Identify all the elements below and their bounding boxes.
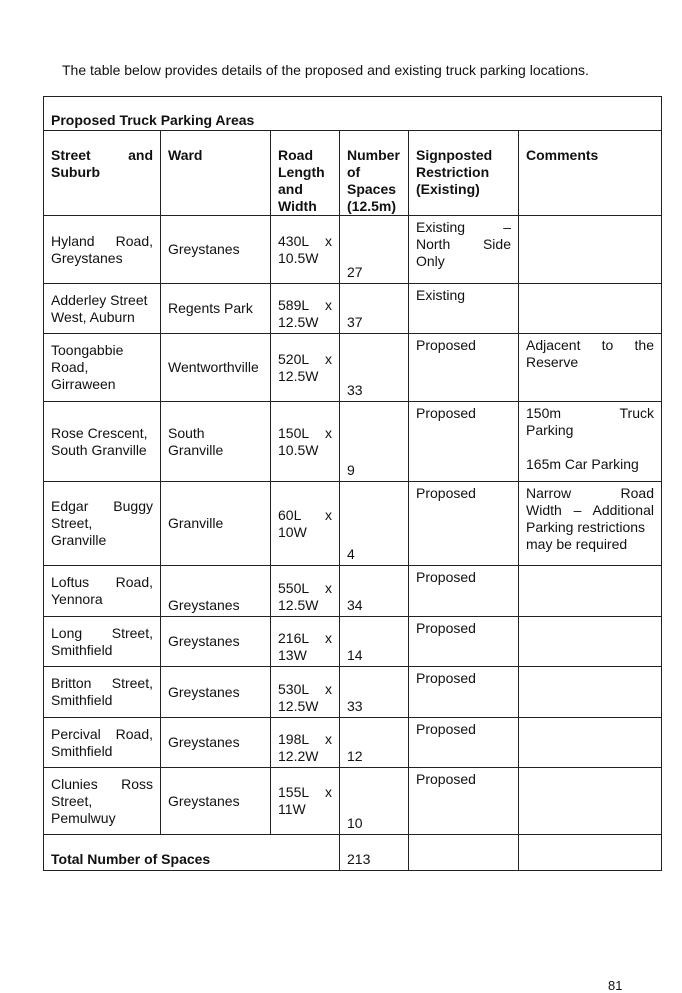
cell-street: Hyland Road, Greystanes [44, 216, 161, 284]
header-row [44, 131, 662, 216]
cell-ward: Greystanes [161, 617, 271, 667]
cell-restriction: Existing [409, 284, 519, 334]
cell-street: Britton Street, Smithfield [44, 667, 161, 718]
cell-road: 430L x 10.5W [271, 216, 340, 284]
table-row [44, 334, 662, 402]
cell-comments [519, 216, 662, 284]
header-restriction: Signposted Restriction (Existing) [409, 131, 519, 216]
table-row [44, 216, 662, 284]
total-label: Total Number of Spaces [44, 835, 340, 871]
table-row [44, 402, 662, 482]
cell-spaces: 33 [340, 667, 409, 718]
cell-spaces: 12 [340, 718, 409, 768]
cell-restriction: Proposed [409, 718, 519, 768]
cell-comments [519, 718, 662, 768]
cell-comments [519, 667, 662, 718]
cell-restriction: Proposed [409, 667, 519, 718]
cell-spaces: 37 [340, 284, 409, 334]
cell-street: Rose Crescent, South Granville [44, 402, 161, 482]
cell-street: Clunies Ross Street, Pemulwuy [44, 768, 161, 835]
cell-spaces: 10 [340, 768, 409, 835]
total-row [44, 835, 662, 871]
cell-street: Adderley Street West, Auburn [44, 284, 161, 334]
cell-comments [519, 617, 662, 667]
cell-restriction: Proposed [409, 482, 519, 566]
cell-spaces: 9 [340, 402, 409, 482]
cell-ward: Regents Park [161, 284, 271, 334]
header-ward: Ward [161, 131, 271, 216]
table-row [44, 284, 662, 334]
cell-ward: Greystanes [161, 718, 271, 768]
cell-spaces: 34 [340, 566, 409, 617]
header-street: Street and Suburb [44, 131, 161, 216]
page-number: 81 [608, 978, 623, 993]
cell-restriction: Existing – North Side Only [409, 216, 519, 284]
cell-spaces: 14 [340, 617, 409, 667]
cell-restriction: Proposed [409, 402, 519, 482]
cell-comments: Narrow Road Width – Additional Parking restrictions may be required [519, 482, 662, 566]
cell-restriction: Proposed [409, 334, 519, 402]
cell-restriction: Proposed [409, 768, 519, 835]
cell-ward: Greystanes [161, 216, 271, 284]
cell-comments [519, 566, 662, 617]
cell-ward: Greystanes [161, 768, 271, 835]
table-row [44, 667, 662, 718]
header-comments: Comments [519, 131, 662, 216]
cell-spaces: 33 [340, 334, 409, 402]
cell-road: 60L x 10W [271, 482, 340, 566]
cell-street: Edgar Buggy Street, Granville [44, 482, 161, 566]
table-row [44, 768, 662, 835]
cell-street: Toongabbie Road, Girraween [44, 334, 161, 402]
cell-ward: South Granville [161, 402, 271, 482]
table-row [44, 566, 662, 617]
truck-parking-table [43, 96, 662, 871]
total-value: 213 [340, 835, 409, 871]
cell-comments: Adjacent to the Reserve [519, 334, 662, 402]
header-road: Road Length and Width [271, 131, 340, 216]
cell-ward: Greystanes [161, 667, 271, 718]
cell-road: 550L x 12.5W [271, 566, 340, 617]
cell-road: 198L x 12.2W [271, 718, 340, 768]
table-row [44, 482, 662, 566]
cell-road: 530L x 12.5W [271, 667, 340, 718]
table-row [44, 718, 662, 768]
cell-street: Percival Road, Smithfield [44, 718, 161, 768]
cell-restriction: Proposed [409, 617, 519, 667]
cell-spaces: 27 [340, 216, 409, 284]
total-empty-restriction [409, 835, 519, 871]
header-spaces: Number of Spaces (12.5m) [340, 131, 409, 216]
cell-road: 155L x 11W [271, 768, 340, 835]
cell-road: 150L x 10.5W [271, 402, 340, 482]
cell-street: Long Street, Smithfield [44, 617, 161, 667]
intro-text: The table below provides details of the proposed and existing truck parking locations. [62, 62, 589, 78]
cell-spaces: 4 [340, 482, 409, 566]
cell-ward: Granville [161, 482, 271, 566]
table-title: Proposed Truck Parking Areas [44, 97, 662, 131]
cell-road: 216L x 13W [271, 617, 340, 667]
table-row [44, 617, 662, 667]
cell-restriction: Proposed [409, 566, 519, 617]
cell-comments: 150m Truck Parking 165m Car Parking [519, 402, 662, 482]
cell-street: Loftus Road, Yennora [44, 566, 161, 617]
cell-road: 520L x 12.5W [271, 334, 340, 402]
cell-road: 589L x 12.5W [271, 284, 340, 334]
cell-comments [519, 284, 662, 334]
cell-ward: Greystanes [161, 566, 271, 617]
cell-comments [519, 768, 662, 835]
cell-ward: Wentworthville [161, 334, 271, 402]
total-empty-comments [519, 835, 662, 871]
